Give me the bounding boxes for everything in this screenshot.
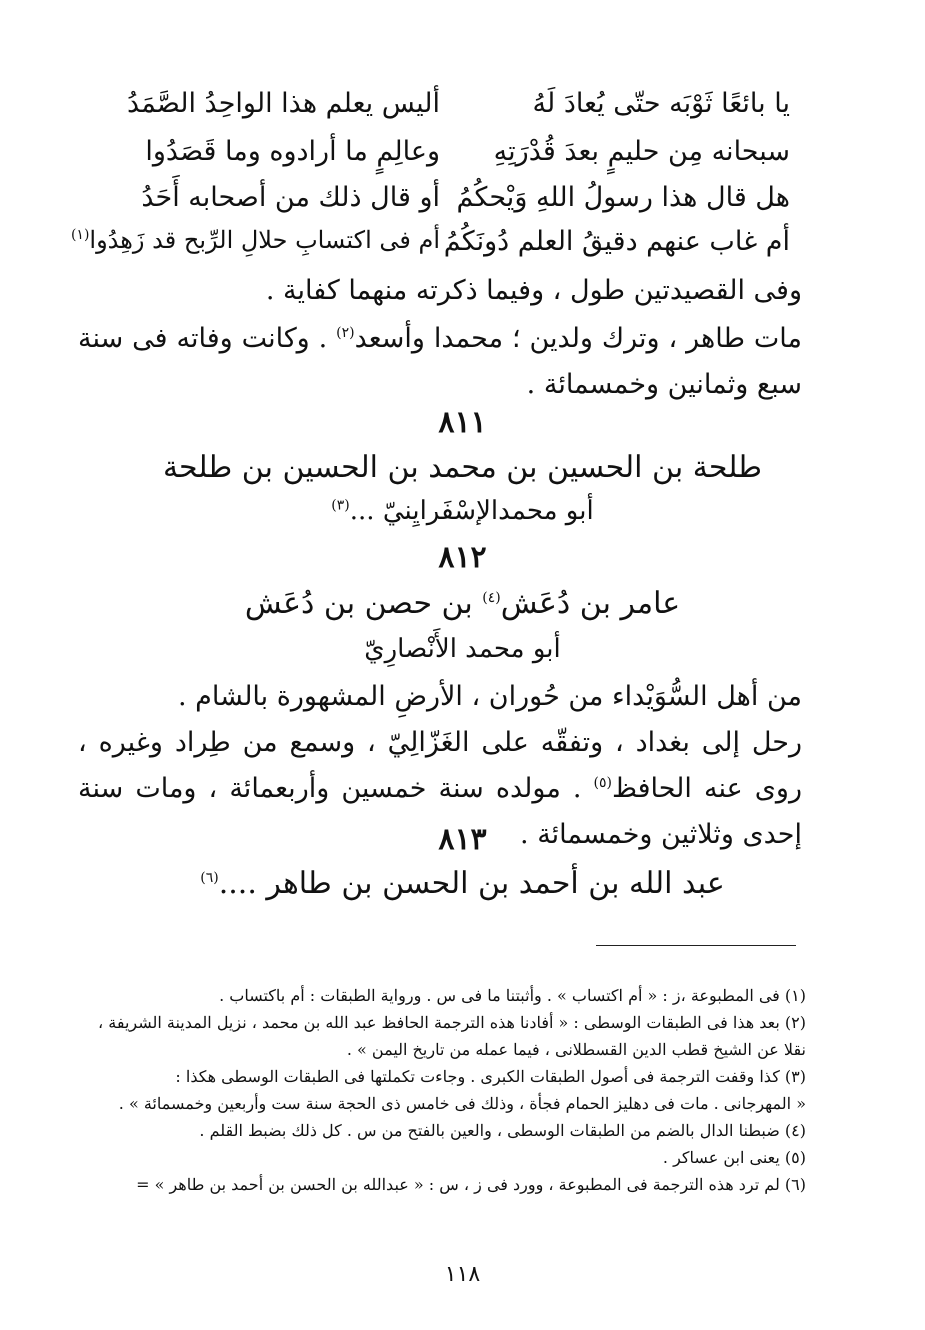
entry-number: ٨١٣ [438,822,487,857]
footnote: نقلا عن الشيخ قطب الدين القسطلانى ، فيما عمله من تاريخ اليمن » . [346,1040,806,1059]
entry-number: ٨١٢ [438,540,487,575]
verse-first-hemistich: هل قال هذا رسولُ اللهِ وَيْحكُمُ [456,182,790,213]
paragraph-text: . مولده سنة خمسين وأربعمائة ، ومات سنة إحدى وثلاثين وخمسمائة . [78,773,802,850]
footnote: (٥) يعنى ابن عساكر . [662,1148,806,1167]
footnote-ref: (٣) [331,497,350,514]
footnote: (٣) كذا وقفت الترجمة فى أصول الطبقات الكبرى . وجاءت تكملتها فى الطبقات الوسطى هكذا : [175,1067,806,1086]
footnote: (٦) لم ترد هذه الترجمة فى المطبوعة ، وورد فى ز ، س : « عبدالله بن الحسن بن أحمد بن طاهر » = [136,1175,806,1194]
poem-verse [70,226,790,272]
footnote-separator [596,945,796,946]
kunya-text: أبو محمدالإسْفَرايِنيّ ... [349,496,594,526]
page-number: ١١٨ [444,1262,481,1287]
footnote: (٢) بعد هذا فى الطبقات الوسطى : « أفادنا هذه الترجمة الحافظ عبد الله بن محمد ، نزيل المدينة الشريفة ، [98,1013,806,1032]
entry-title: طلحة بن الحسين بن محمد بن الحسين بن طلحة [162,450,763,485]
entry-title [0,866,925,901]
entry-kunya: أبو محمد الأَنْصارِيّ [364,634,561,664]
poem-verse [100,182,790,228]
verse-text: أم فى اكتسابِ حلالِ الرِّبح قد زَهِدُوا [89,226,440,254]
paragraph: وفى القصيدتين طول ، وفيما ذكرته منهما كفاية . [265,275,802,306]
paragraph-text: مات طاهر ، وترك ولدين ؛ محمدا وأسعد [354,323,802,354]
poem-verse [100,136,790,182]
footnote-ref: (٦) [200,870,219,886]
footnote-ref: (٥) [593,775,612,791]
verse-first-hemistich: أم غاب عنهم دقيقُ العلم دُونَكُمُ [443,226,790,257]
paragraph-text: . وكانت وفاته فى سنة سبع وثمانين وخمسمائة . [78,323,802,400]
footnote-ref: (٤) [482,590,501,606]
title-text: عامر بن دُعَش [500,586,681,621]
verse-first-hemistich: يا بائعًا ثَوْبَه حتّى يُعادَ لَهُ [532,88,790,119]
title-text: بن حصن بن دُعَش [244,586,483,621]
verse-second-hemistich: وعالِمٍ ما أرادوه وما قَصَدُوا [145,136,440,167]
footnote: « المهرجانى . مات فى دهليز الحمام فجأة ، وذلك فى خامس ذى الحجة سنة ست وأربعين وخمسمائة » . [118,1094,806,1113]
verse-second-hemistich: أليس يعلم هذا الواحِدُ الصَّمَدُ [127,88,440,119]
poem-verse [100,88,790,134]
footnotes [86,982,806,1198]
footnote-ref: (٢) [336,325,355,341]
entry-title [0,586,925,621]
title-text: عبد الله بن أحمد بن الحسن بن طاهر .... [218,866,725,901]
verse-second-hemistich: أو قال ذلك من أصحابه أَحَدُ [141,182,440,213]
paragraph [78,316,802,408]
verse-first-hemistich: سبحانه مِن حليمٍ بعدَ قُدْرَتِهِ [493,136,790,167]
verse-second-hemistich [70,226,440,254]
footnote: (١) فى المطبوعة ،ز : « أم اكتساب » . وأثبتنا ما فى س . ورواية الطبقات : أم باكتساب . [219,986,806,1005]
footnote: (٤) ضبطنا الدال بالضم من الطبقات الوسطى ، والعين بالفتح من س . كل ذلك بضبط القلم . [199,1121,806,1140]
paragraph-text: رحل إلى بغداد ، وتفقّه على الغَزّالِيّ ، وسمع من طِراد وغيره ، روى عنه الحافظ [78,727,802,804]
entry-number: ٨١١ [438,405,487,440]
paragraph: من أهل السُّوَيْداء من حُوران ، الأرضِ المشهورة بالشام . [178,681,802,712]
footnote-ref: (١) [70,227,90,243]
entry-kunya [0,496,925,526]
